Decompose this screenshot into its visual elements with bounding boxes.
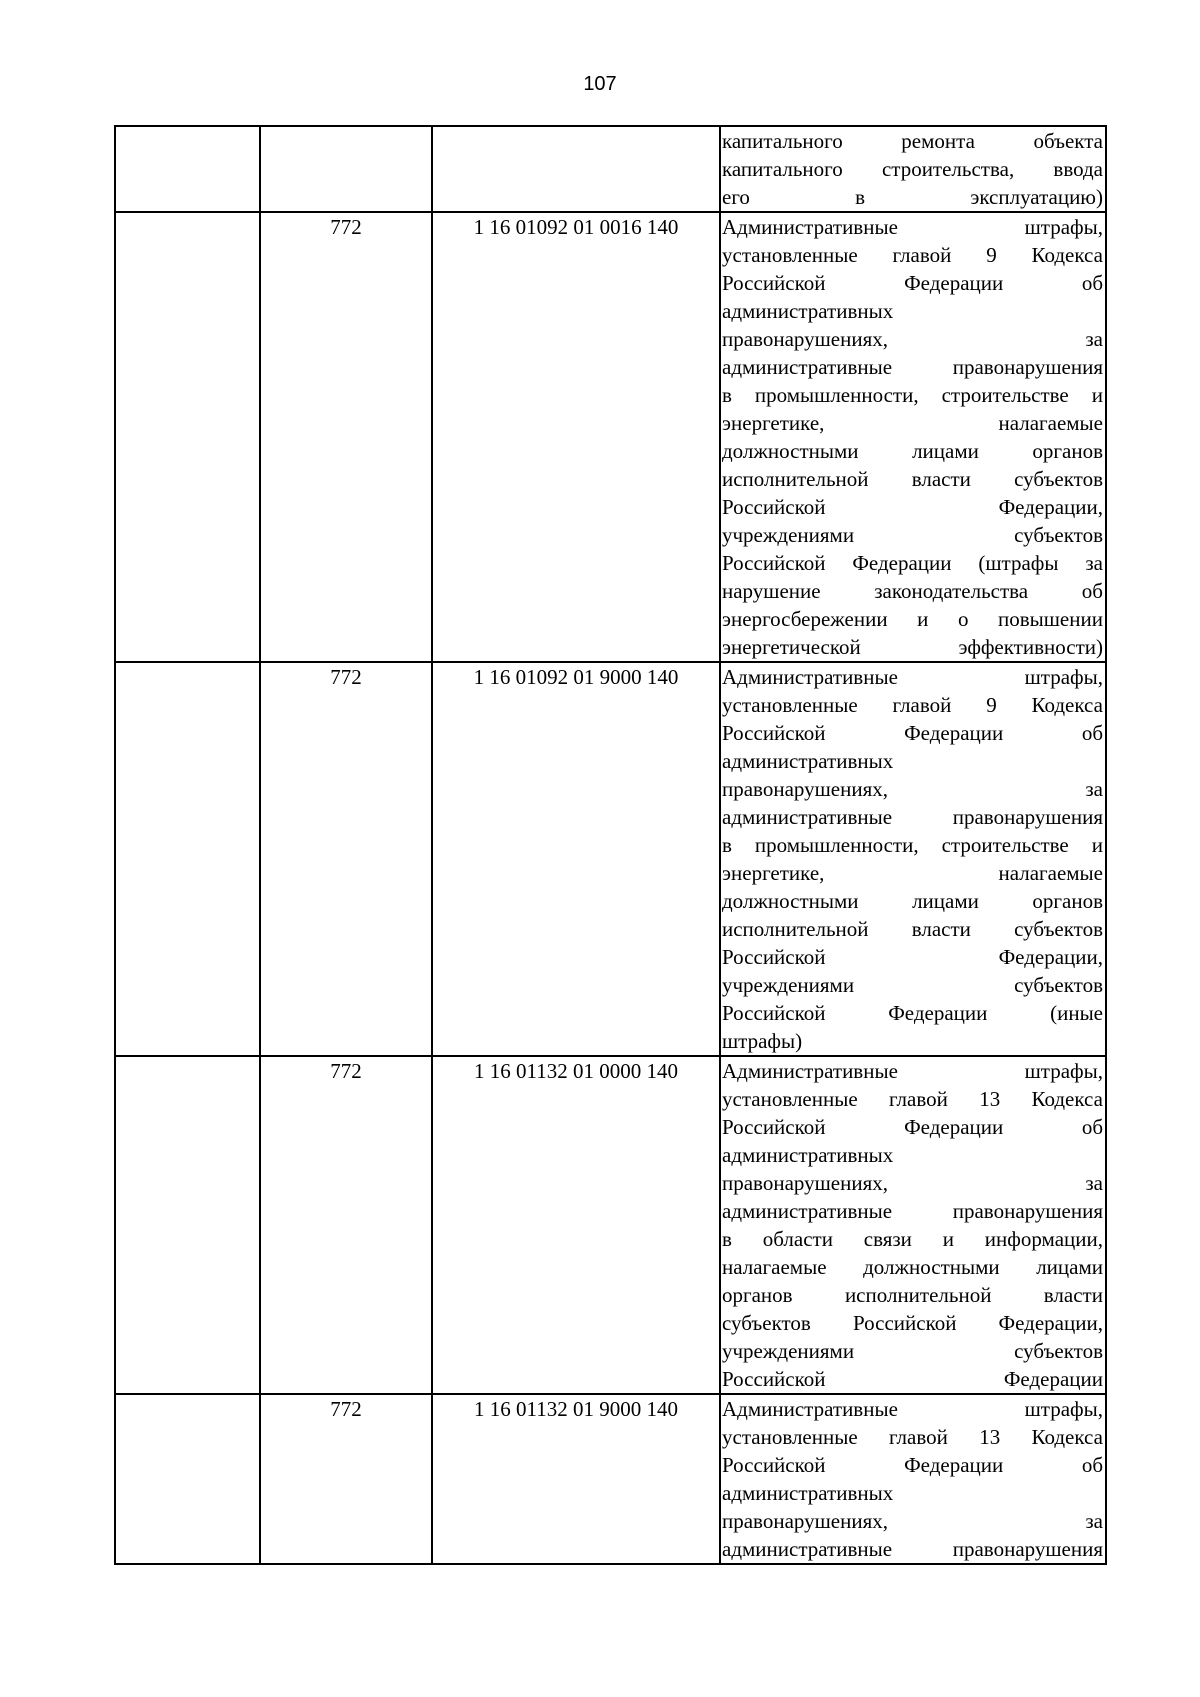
description-line-text bbox=[722, 1507, 1103, 1535]
description-line-text bbox=[722, 353, 1103, 381]
description-line-text bbox=[722, 1253, 1103, 1281]
description-word: Федерации bbox=[904, 1115, 1004, 1139]
description-line-text bbox=[722, 1169, 1103, 1197]
budget-classification-code-cell: 1 16 01092 01 0016 140 bbox=[432, 212, 720, 662]
description-line-text bbox=[722, 241, 1103, 269]
description-line bbox=[722, 1141, 1103, 1169]
description-word: исполнительной bbox=[722, 917, 869, 941]
description-word: субъектов bbox=[722, 1311, 811, 1335]
description-word: об bbox=[1081, 579, 1103, 603]
description-word: исполнительной bbox=[722, 467, 869, 491]
description-word: капитального bbox=[722, 129, 843, 153]
description-line bbox=[722, 1423, 1103, 1451]
description-word: Федерации bbox=[904, 271, 1004, 295]
administrator-code-cell: 772 bbox=[260, 662, 432, 1056]
description-line bbox=[722, 577, 1103, 605]
description-word: установленные bbox=[722, 1425, 858, 1449]
description-word: Российской bbox=[722, 1001, 826, 1025]
description-word: субъектов bbox=[1014, 973, 1103, 997]
empty-cell bbox=[115, 1056, 260, 1394]
description-line bbox=[722, 691, 1103, 719]
description-word: административные bbox=[722, 1537, 893, 1561]
description-word: субъектов bbox=[1014, 917, 1103, 941]
description-word: установленные bbox=[722, 243, 858, 267]
budget-classification-code-cell: 1 16 01132 01 9000 140 bbox=[432, 1394, 720, 1564]
description-line bbox=[722, 241, 1103, 269]
description-line bbox=[722, 353, 1103, 381]
description-line bbox=[722, 493, 1103, 521]
description-line bbox=[722, 971, 1103, 999]
description-word: органов bbox=[722, 1283, 793, 1307]
table-row bbox=[115, 126, 1106, 212]
administrator-code-cell bbox=[260, 126, 432, 212]
description-line bbox=[722, 325, 1103, 353]
description-word: учреждениями bbox=[722, 523, 855, 547]
description-line-text bbox=[722, 1535, 1103, 1563]
description-line bbox=[722, 887, 1103, 915]
description-word: в bbox=[722, 1227, 732, 1251]
description-line bbox=[722, 831, 1103, 859]
description-line-text: энергетической эффективности) bbox=[722, 635, 1103, 659]
description-line bbox=[722, 521, 1103, 549]
description-line bbox=[722, 1057, 1103, 1085]
description-word: власти bbox=[911, 467, 971, 491]
description-word: установленные bbox=[722, 1087, 858, 1111]
description-word: ремонта bbox=[901, 129, 975, 153]
description-word: об bbox=[1081, 721, 1103, 745]
description-line bbox=[722, 1395, 1103, 1423]
description-word: за bbox=[1085, 327, 1103, 351]
description-line bbox=[722, 155, 1103, 183]
description-word: законодательства bbox=[874, 579, 1029, 603]
description-word: главой bbox=[892, 243, 952, 267]
description-line-text bbox=[722, 1395, 1103, 1423]
description-word: объекта bbox=[1033, 129, 1103, 153]
description-word: правонарушения bbox=[952, 1537, 1103, 1561]
description-line-text bbox=[722, 831, 1103, 859]
description-line bbox=[722, 1337, 1103, 1365]
description-line-text: Российской Федерации bbox=[722, 1367, 1103, 1391]
description-line-text bbox=[722, 577, 1103, 605]
description-line bbox=[722, 1027, 1103, 1055]
description-word: строительстве bbox=[941, 383, 1069, 407]
empty-cell bbox=[115, 212, 260, 662]
table-row bbox=[115, 1394, 1106, 1564]
description-line-text: административных bbox=[722, 1143, 894, 1167]
description-line-text bbox=[722, 155, 1103, 183]
description-word: должностными bbox=[863, 1255, 1000, 1279]
description-line bbox=[722, 297, 1103, 325]
description-line bbox=[722, 1281, 1103, 1309]
revenue-description-cell bbox=[720, 1394, 1106, 1564]
description-line-text bbox=[722, 127, 1103, 155]
description-line bbox=[722, 719, 1103, 747]
table-row bbox=[115, 662, 1106, 1056]
description-word: 13 bbox=[979, 1425, 1001, 1449]
description-word: лицами bbox=[912, 889, 979, 913]
administrator-code-cell: 772 bbox=[260, 1394, 432, 1564]
description-line bbox=[722, 1535, 1103, 1563]
description-line bbox=[722, 409, 1103, 437]
description-word: главой bbox=[892, 693, 952, 717]
description-line-text bbox=[722, 663, 1103, 691]
description-word: за bbox=[1085, 1171, 1103, 1195]
description-word: Административные bbox=[722, 1059, 898, 1083]
description-word: (иные bbox=[1050, 1001, 1103, 1025]
description-line bbox=[722, 999, 1103, 1027]
description-line-text bbox=[722, 1451, 1103, 1479]
description-word: правонарушения bbox=[952, 1199, 1103, 1223]
description-line-text bbox=[722, 943, 1103, 971]
description-word: Федерации, bbox=[998, 945, 1103, 969]
description-line-text: административных bbox=[722, 749, 894, 773]
description-line bbox=[722, 1253, 1103, 1281]
description-line bbox=[722, 1507, 1103, 1535]
empty-cell bbox=[115, 126, 260, 212]
description-line-text bbox=[722, 1337, 1103, 1365]
description-word: строительстве bbox=[941, 833, 1069, 857]
description-word: штрафы, bbox=[1024, 665, 1103, 689]
description-word: правонарушениях, bbox=[722, 327, 888, 351]
description-line-text bbox=[722, 493, 1103, 521]
description-word: и bbox=[942, 1227, 954, 1251]
description-line-text bbox=[722, 719, 1103, 747]
description-word: Административные bbox=[722, 1397, 898, 1421]
description-word: Административные bbox=[722, 665, 898, 689]
description-line bbox=[722, 859, 1103, 887]
description-line-text bbox=[722, 1197, 1103, 1225]
description-word: энергосбережении bbox=[722, 607, 888, 631]
description-word: Российской bbox=[722, 495, 826, 519]
description-word: Кодекса bbox=[1031, 693, 1103, 717]
description-line-text bbox=[722, 1057, 1103, 1085]
description-word: нарушение bbox=[722, 579, 821, 603]
description-line bbox=[722, 1197, 1103, 1225]
description-word: 9 bbox=[986, 693, 997, 717]
description-word: Российской bbox=[722, 1115, 826, 1139]
description-word: Российской bbox=[852, 1311, 957, 1335]
description-line-text bbox=[722, 213, 1103, 241]
description-word: о bbox=[957, 607, 969, 631]
description-line-text bbox=[722, 1281, 1103, 1309]
description-line bbox=[722, 943, 1103, 971]
description-word: Кодекса bbox=[1031, 243, 1103, 267]
description-line bbox=[722, 1225, 1103, 1253]
description-line bbox=[722, 213, 1103, 241]
description-word: об bbox=[1081, 271, 1103, 295]
description-word: повышении bbox=[997, 607, 1103, 631]
description-line bbox=[722, 183, 1103, 211]
revenue-description-cell bbox=[720, 662, 1106, 1056]
description-line bbox=[722, 465, 1103, 493]
description-line bbox=[722, 663, 1103, 691]
description-word: Российской bbox=[722, 271, 826, 295]
description-word: и bbox=[917, 607, 929, 631]
description-word: Российской bbox=[722, 551, 826, 575]
description-line-text bbox=[722, 971, 1103, 999]
description-word: субъектов bbox=[1014, 467, 1103, 491]
description-word: субъектов bbox=[1014, 523, 1103, 547]
description-line bbox=[722, 633, 1103, 661]
description-line-text: административных bbox=[722, 299, 894, 323]
description-word: налагаемые bbox=[998, 411, 1103, 435]
budget-codes-table bbox=[114, 125, 1107, 1565]
description-line-text bbox=[722, 691, 1103, 719]
description-word: за bbox=[1085, 1509, 1103, 1533]
description-word: штрафы, bbox=[1024, 215, 1103, 239]
description-line-text bbox=[722, 999, 1103, 1027]
revenue-description-cell bbox=[720, 212, 1106, 662]
description-word: Федерации, bbox=[998, 495, 1103, 519]
administrator-code-cell: 772 bbox=[260, 212, 432, 662]
description-word: Кодекса bbox=[1031, 1425, 1103, 1449]
description-line bbox=[722, 1479, 1103, 1507]
description-word: штрафы, bbox=[1024, 1059, 1103, 1083]
description-line-text bbox=[722, 437, 1103, 465]
description-word: ввода bbox=[1053, 157, 1103, 181]
description-line bbox=[722, 775, 1103, 803]
description-line-text: административных bbox=[722, 1481, 894, 1505]
description-line-text bbox=[722, 381, 1103, 409]
description-word: Российской bbox=[722, 721, 826, 745]
description-word: должностными bbox=[722, 439, 859, 463]
description-word: исполнительной bbox=[844, 1283, 992, 1307]
description-line bbox=[722, 605, 1103, 633]
description-word: правонарушения bbox=[952, 805, 1103, 829]
description-word: Российской bbox=[722, 1453, 826, 1477]
description-word: власти bbox=[911, 917, 971, 941]
description-word: штрафы, bbox=[1024, 1397, 1103, 1421]
revenue-description-cell bbox=[720, 126, 1106, 212]
description-line bbox=[722, 1309, 1103, 1337]
description-word: за bbox=[1085, 551, 1103, 575]
description-word: связи bbox=[863, 1227, 912, 1251]
description-word: органов bbox=[1032, 889, 1103, 913]
description-word: правонарушениях, bbox=[722, 777, 888, 801]
description-line bbox=[722, 1113, 1103, 1141]
description-word: Российской bbox=[722, 945, 826, 969]
description-word: лицами bbox=[912, 439, 979, 463]
description-line-text bbox=[722, 887, 1103, 915]
description-word: Федерации bbox=[904, 721, 1004, 745]
description-word: лицами bbox=[1036, 1255, 1103, 1279]
table-row bbox=[115, 1056, 1106, 1394]
description-word: информации, bbox=[984, 1227, 1103, 1251]
description-word: Федерации, bbox=[998, 1311, 1103, 1335]
description-word: правонарушения bbox=[952, 355, 1103, 379]
empty-cell bbox=[115, 662, 260, 1056]
description-line-text bbox=[722, 269, 1103, 297]
description-line bbox=[722, 915, 1103, 943]
description-line-text bbox=[722, 409, 1103, 437]
description-word: правонарушениях, bbox=[722, 1171, 888, 1195]
budget-classification-code-cell bbox=[432, 126, 720, 212]
description-line-text bbox=[722, 775, 1103, 803]
description-line bbox=[722, 1365, 1103, 1393]
description-word: 9 bbox=[986, 243, 997, 267]
description-word: области bbox=[762, 1227, 833, 1251]
description-word: об bbox=[1081, 1115, 1103, 1139]
description-word: Административные bbox=[722, 215, 898, 239]
table-row bbox=[115, 212, 1106, 662]
description-line-text: штрафы) bbox=[722, 1029, 803, 1053]
description-word: субъектов bbox=[1014, 1339, 1103, 1363]
description-line bbox=[722, 1169, 1103, 1197]
description-line bbox=[722, 1451, 1103, 1479]
description-word: главой bbox=[889, 1087, 948, 1111]
description-word: строительства, bbox=[881, 157, 1015, 181]
description-line-text bbox=[722, 859, 1103, 887]
description-line bbox=[722, 437, 1103, 465]
page-number: 107 bbox=[583, 73, 617, 95]
description-word: энергетике, bbox=[722, 411, 825, 435]
description-word: Федерации bbox=[888, 1001, 988, 1025]
revenue-description-cell bbox=[720, 1056, 1106, 1394]
description-word: органов bbox=[1032, 439, 1103, 463]
description-line-text bbox=[722, 605, 1103, 633]
description-word: должностными bbox=[722, 889, 859, 913]
description-line bbox=[722, 269, 1103, 297]
description-word: учреждениями bbox=[722, 1339, 855, 1363]
description-word: Кодекса bbox=[1031, 1087, 1103, 1111]
description-word: промышленности, bbox=[754, 833, 919, 857]
description-line bbox=[722, 127, 1103, 155]
description-line-text bbox=[722, 915, 1103, 943]
description-word: власти bbox=[1043, 1283, 1103, 1307]
description-word: за bbox=[1085, 777, 1103, 801]
description-word: в bbox=[722, 383, 732, 407]
description-line bbox=[722, 549, 1103, 577]
description-word: в bbox=[722, 833, 732, 857]
description-word: установленные bbox=[722, 693, 858, 717]
description-word: административные bbox=[722, 805, 893, 829]
table-body bbox=[115, 126, 1106, 1564]
description-line-text bbox=[722, 549, 1103, 577]
description-word: правонарушениях, bbox=[722, 1509, 888, 1533]
description-word: Федерации bbox=[904, 1453, 1004, 1477]
description-word: промышленности, bbox=[754, 383, 919, 407]
description-line-text bbox=[722, 1225, 1103, 1253]
description-word: капитального bbox=[722, 157, 843, 181]
description-line bbox=[722, 803, 1103, 831]
description-word: об bbox=[1081, 1453, 1103, 1477]
description-word: (штрафы bbox=[978, 551, 1059, 575]
budget-classification-code-cell: 1 16 01092 01 9000 140 bbox=[432, 662, 720, 1056]
description-line-text bbox=[722, 1309, 1103, 1337]
description-word: административные bbox=[722, 1199, 893, 1223]
description-word: учреждениями bbox=[722, 973, 855, 997]
description-word: налагаемые bbox=[722, 1255, 827, 1279]
description-word: Федерации bbox=[852, 551, 952, 575]
description-line-text bbox=[722, 465, 1103, 493]
description-word: главой bbox=[889, 1425, 948, 1449]
description-line-text bbox=[722, 1085, 1103, 1113]
description-word: энергетике, bbox=[722, 861, 825, 885]
empty-cell bbox=[115, 1394, 260, 1564]
budget-classification-code-cell: 1 16 01132 01 0000 140 bbox=[432, 1056, 720, 1394]
description-word: административные bbox=[722, 355, 893, 379]
description-line bbox=[722, 747, 1103, 775]
description-word: и bbox=[1091, 383, 1103, 407]
description-line-text: его в эксплуатацию) bbox=[722, 185, 1103, 209]
administrator-code-cell: 772 bbox=[260, 1056, 432, 1394]
description-line bbox=[722, 381, 1103, 409]
description-line-text bbox=[722, 1113, 1103, 1141]
description-word: 13 bbox=[979, 1087, 1001, 1111]
description-line bbox=[722, 1085, 1103, 1113]
description-line-text bbox=[722, 1423, 1103, 1451]
description-line-text bbox=[722, 325, 1103, 353]
description-word: налагаемые bbox=[998, 861, 1103, 885]
description-line-text bbox=[722, 521, 1103, 549]
description-line-text bbox=[722, 803, 1103, 831]
description-word: и bbox=[1091, 833, 1103, 857]
